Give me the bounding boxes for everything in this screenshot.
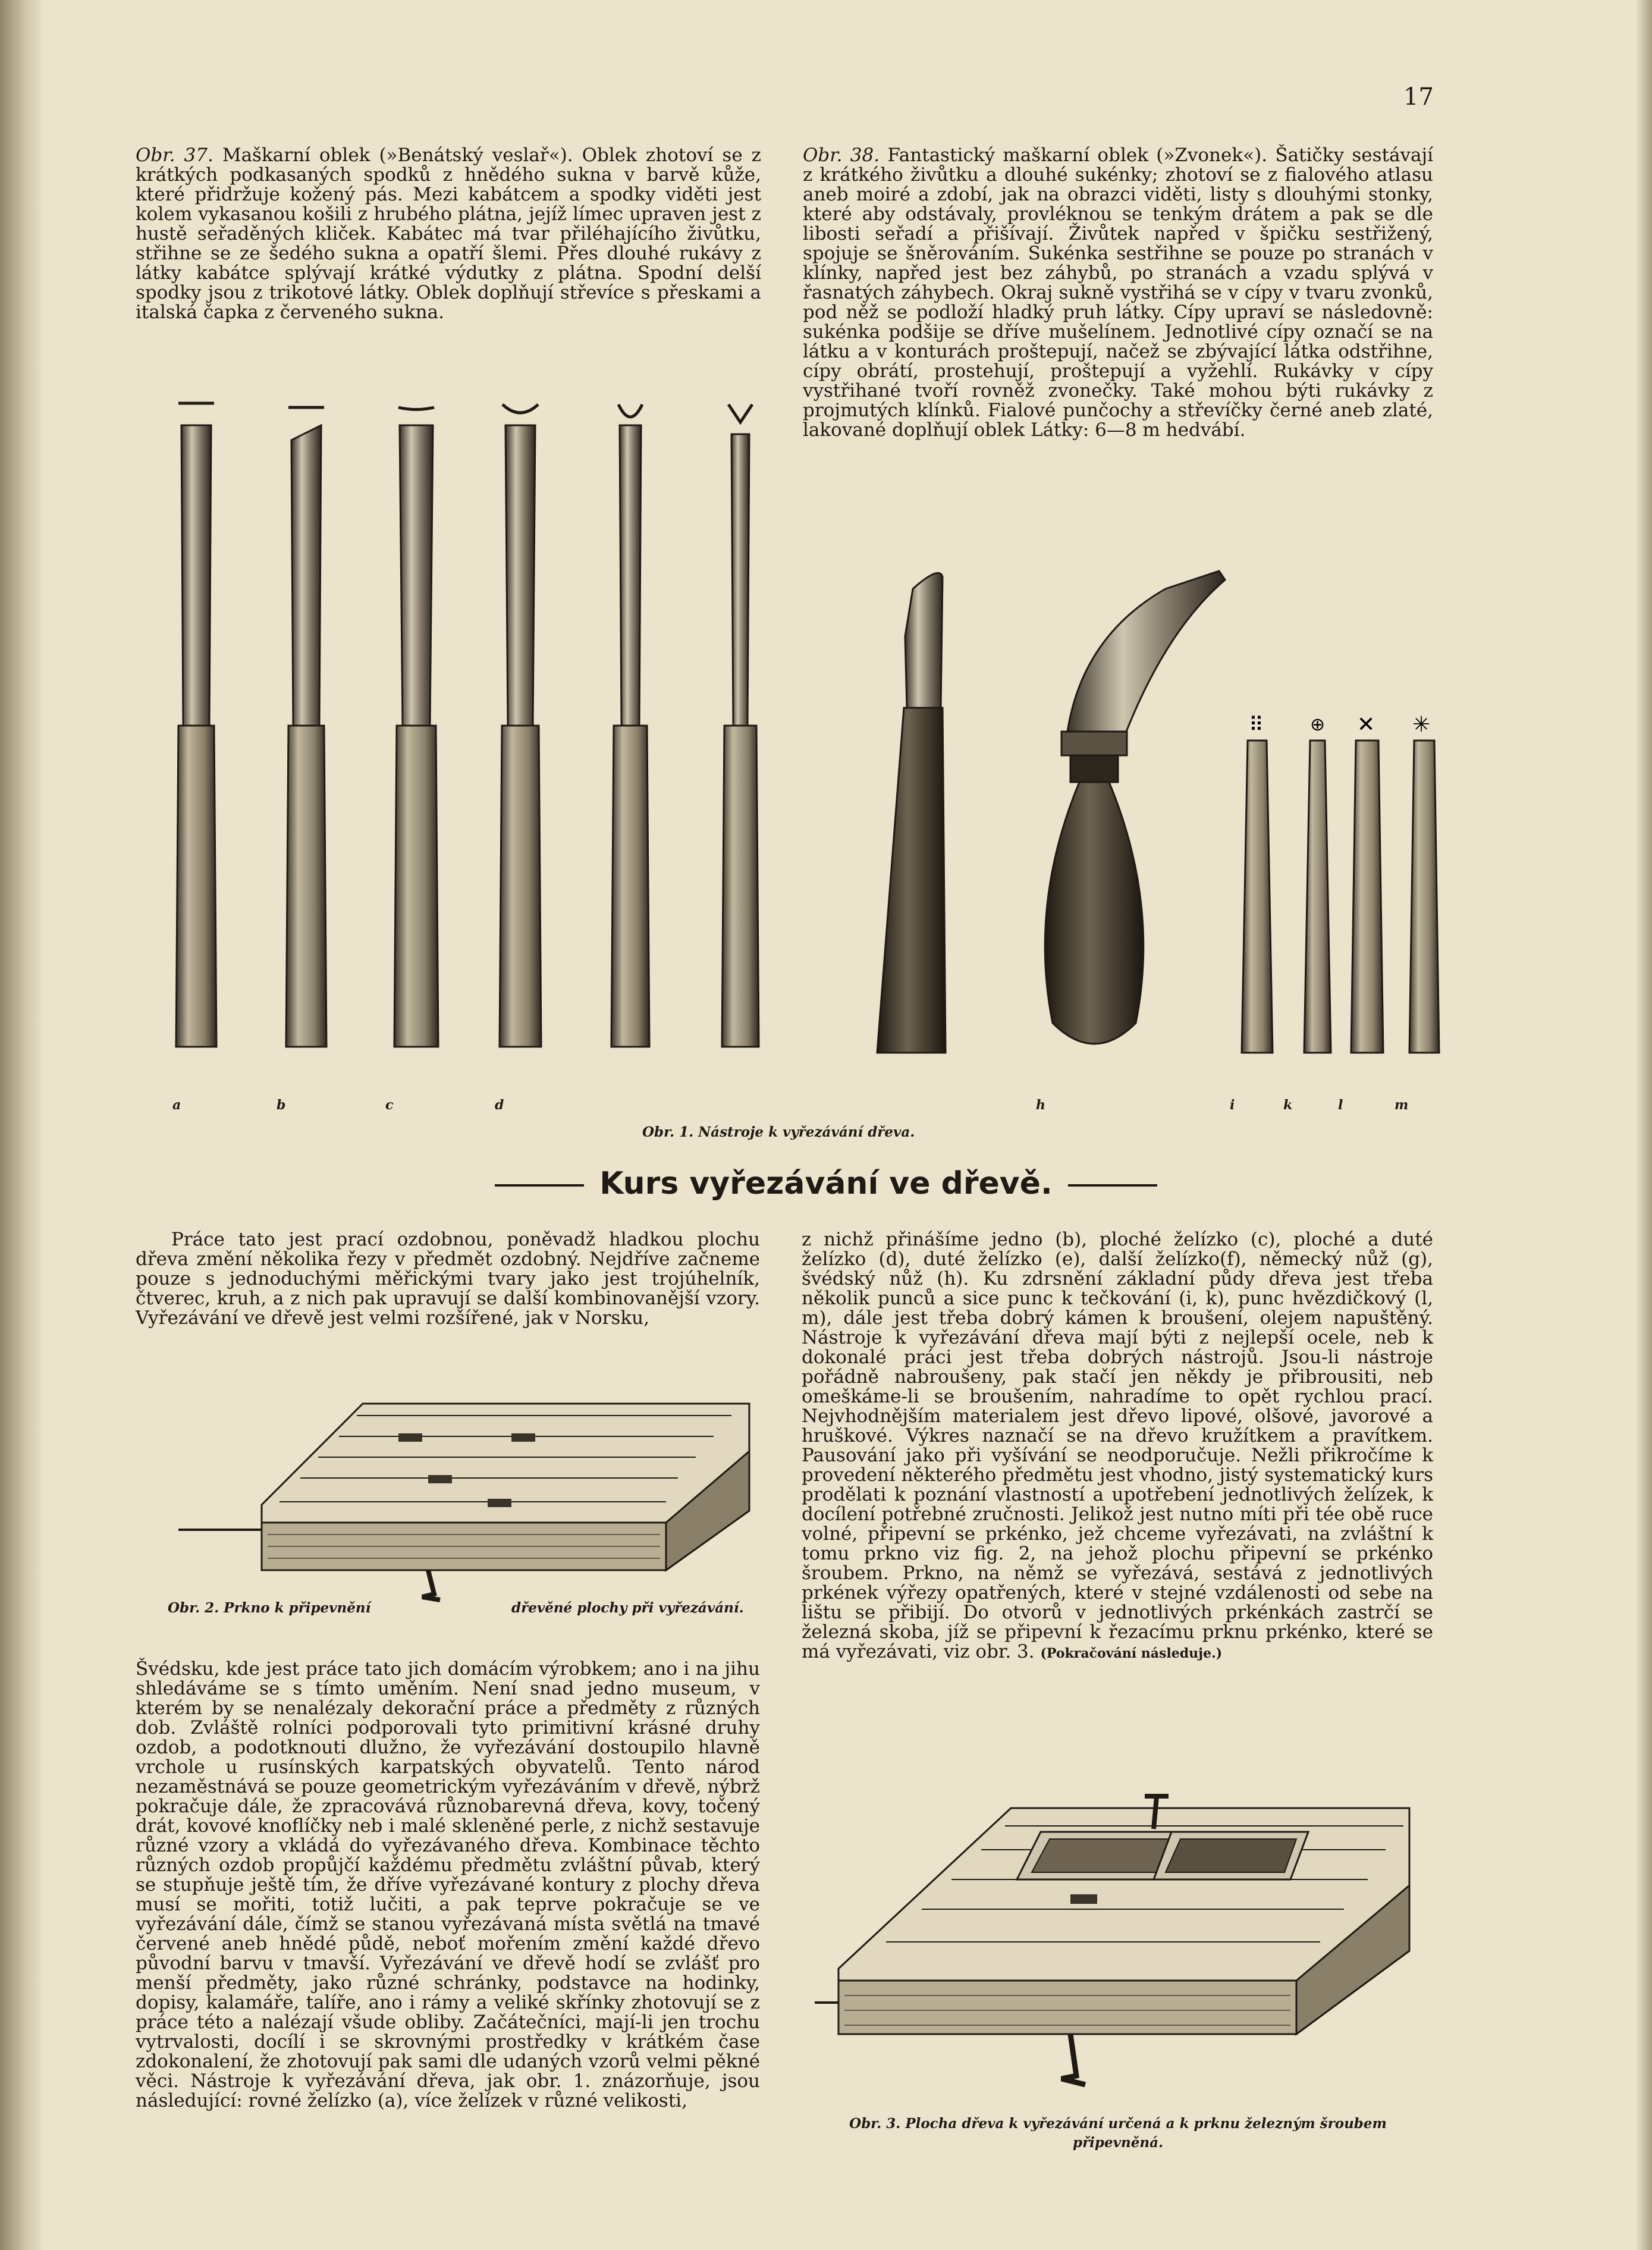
main-left-top-text: Práce tato jest prací ozdobnou, poněvadž hladkou plochu dřeva změní několika řezy v předmět ozdobný. Nejdříve začneme pouze s jednoduchými měřickými tvary jako jest trojúhelník, čtverec, kruh, a z nich pak upravují se další kombinovanější vzory. Vyřezávání ve dřevě jest velmi rozšířené, jak v Norsku, <box>136 1229 760 1329</box>
tool-k-dot-punch <box>1304 714 1331 1053</box>
main-left-top <box>136 1230 760 1328</box>
main-right <box>802 1230 1433 1664</box>
heading-rule-left <box>495 1184 584 1187</box>
obr37-paragraph <box>136 146 761 322</box>
main-right-text: z nichž přinášíme jedno (b), ploché želízko (c), ploché a duté želízko (d), duté želízko (e), další želízko(f), německý nůž (g), švédský nůž (h). Ku zdrsnění základní půdy dřeva jest třeba několik punců a sice punc k tečkování (i, k), punc hvězdičkový (l, m), dále jest třeba dobrý kámen k broušení, olejem napuštěný. Nástroje k vyřezávání dřeva mají býti z nejlepší ocele, neb k dokonalé práci jest třeba dobrých nástrojů. Jsou-li nástroje pořádně nabroušeny, pak stačí jen někdy je přibrousiti, neb omeškáme-li se broušením, nahradíme to opět rychlou prací. Nejvhodnějším materialem jest dřevo lipové, olšové, javorové a hruškové. Výkres naznačí se na dřevo kružítkem a pravítkem. Pausování jako při vyšívání se neodporučuje. Nežli přikročíme k provedení některého předmětu jest vhodno, jistý systematický kurs prodělati k poznání vlastností a upotřebení jednotlivých želízek, k docílení potřebné zručnosti. Jelikož jest nutno míti při tée obě ruce volné, připevní se prkénko, jež chceme vyřezávati, na zvláštní k tomu prkno viz fig. 2, na jehož plochu připevní se prkénko šroubem. Prkno, na němž se vyřezává, sestává z jednotlivých prkének výřezy opatřených, které v stejné vzdálenosti od sebe na lištu se přibijí. Do otvorů v jednotlivých prkénkách zastrčí se železná skoba, jíž se připevní k řezacímu prknu prkénko, které se má vyřezávati, viz obr. 3. <box>802 1229 1433 1662</box>
page-number: 17 <box>1403 83 1434 111</box>
tool-g-german-knife <box>877 573 946 1053</box>
fig1-label-b: b <box>277 1097 286 1113</box>
tool-a-chisel <box>176 403 216 1047</box>
binding-edge <box>0 0 42 2250</box>
continued-note: (Pokračování následuje.) <box>1040 1646 1223 1661</box>
svg-text:✳: ✳ <box>1412 713 1431 737</box>
fig1-tools-illustration <box>155 381 1463 1071</box>
obr38-text: Fantastický maškarní oblek (»Zvonek«). Šatičky sestávají z krátkého živůtku a dlouhé sukénky; zhotoví se z fialového atlasu aneb moiré a zdobí, jak na obrazci viděti, listy s dlouhými stonky, které aby odstávaly, provléknou se tenkým drátem a pak se dle libosti seřadí a přišívají. Živůtek napřed v špičku sestřižený, spojuje se šněrováním. Sukénka sestřihne se pouze po stranách v klínky, napřed jest bez záhybů, po stranách a vzadu splývá v řasnatých záhybech. Okraj sukně vystřihá se v cípy v tvaru zvonků, pod něž se podloží hladký pruh látky. Cípy upraví se následovně: sukénka podšije se dříve mušelínem. Jednotlivé cípy označí se na látku a v konturách proštepují, načež se zbývající látka odstřihne, cípy obrátí, prostehují, proštepují a vyžehlí. Rukávky v cípy vystřihané tvoří rovněž zvonečky. Také mohou býti rukávky z projmutých klínků. Fialové punčochy a střevíčky černé aneb zlaté, lakované doplňují oblek Látky: 6—8 m hedvábí. <box>803 145 1433 441</box>
fig2-caption-right: dřevěné plochy při vyřezávání. <box>511 1600 744 1616</box>
tool-f-v-parting-tool <box>722 404 759 1047</box>
fig3-board-illustration <box>815 1772 1439 2105</box>
fig1-label-a: a <box>172 1097 181 1113</box>
fig3-carving-piece <box>1017 1832 1308 1879</box>
fig2-caption-left: Obr. 2. Prkno k připevnění <box>168 1600 371 1616</box>
main-left-bottom <box>136 1659 760 2111</box>
fig1-label-c: c <box>385 1097 394 1113</box>
tool-i-dot-punch <box>1242 713 1273 1053</box>
fig1-label-l: l <box>1338 1097 1343 1113</box>
tool-h-swedish-knife <box>1045 571 1225 1044</box>
svg-text:⊕: ⊕ <box>1310 714 1326 735</box>
fig2-board-illustration <box>178 1392 773 1606</box>
heading-rule-right <box>1068 1184 1157 1187</box>
obr37-text: Maškarní oblek (»Benátský veslař«). Oblek zhotoví se z krátkých podkasaných spodků z hnědého sukna v barvě kůže, které přidržuje kožený pás. Mezi kabátcem a spodky viděti jest kolem vykasanou košili z hrubého plátna, jejíž límec upraven jest z hustě seřaděných kliček. Kabátec má tvar přiléhajícího živůtku, střihne se ze šedého sukna a opatří šlemi. Přes dlouhé rukávy z látky kabátce splývají krátké výdutky z plátna. Spodní delší spodky jsou z trikotové látky. Oblek doplňují střevíce s přeskami a italská čapka z červeného sukna. <box>136 145 762 323</box>
tool-e-deep-gouge <box>611 404 649 1047</box>
fig1-caption: Obr. 1. Nástroje k vyřezávání dřeva. <box>642 1124 915 1140</box>
article-heading <box>0 1166 1652 1201</box>
fig1-label-m: m <box>1395 1097 1409 1113</box>
tool-d-gouge <box>500 404 541 1047</box>
obr37-label: Obr. 37. <box>136 145 213 166</box>
tool-c-flat-gouge <box>394 407 438 1047</box>
svg-text:⠿: ⠿ <box>1249 713 1264 737</box>
tool-m-star-punch <box>1409 713 1439 1053</box>
fig1-label-i: i <box>1230 1097 1235 1113</box>
tool-l-star-punch <box>1351 713 1383 1053</box>
svg-text:✕: ✕ <box>1357 713 1375 737</box>
fig3-caption: Obr. 3. Plocha dřeva k vyřezávání určená a k prknu železným šroubem připevněná. <box>849 2116 1387 2151</box>
obr38-label: Obr. 38. <box>803 145 880 166</box>
main-left-bottom-text: Švédsku, kde jest práce tato jich domácím výrobkem; ano i na jihu shledáváme se s tímto uměním. Není snad jedno museum, v kterém by se nenalézaly dekorační práce a předměty z různých dob. Zvláště rolníci podporovali tyto primitivní krásné druhy ozdob, a podotknouti dlužno, že vyřezávání dostoupilo hlavně vrchole u rusínských karpatských obyvatelů. Tento národ nezaměstnává se pouze geometrickým vyřezáváním v dřevě, nýbrž pokračuje dále, že zpracovává různobarevná dřeva, kovy, točený drát, kovové knoflíčky neb i malé skleněné perle, z nichž sestavuje různé vzory a vkládá do vyřezávaného dřeva. Kombinace těchto různých ozdob propůjčí každému předmětu zvláštní půvab, který se stupňuje ještě tím, že dříve vyřezávané kontury z plochy dřeva musí se mořiti, totiž lučiti, a pak teprve pokračuje se ve vyřezávání dále, čímž se stanou vyřezávaná místa světlá na tmavé červené aneb hnědé půdě, neboť mořením změní každé dřevo původní barvu v tmavší. Vyřezávání ve dřevě hodí se zvlášť pro menší předměty, jako různé schránky, podstavce na hodinky, dopisy, kalamáře, talíře, ano i rámy a veliké skřínky zhotovují se z práce této a nalézají všude obliby. Začátečníci, mají-li jen trochu vytrvalosti, docílí i se skrovnými prostředky v krátkém čase zdokonalení, že zhotovují pak sami dle udaných vzorů velmi pěkné věci. Nástroje k vyřezávání dřeva, jak obr. 1. znázorňuje, jsou následující: rovné želízko (a), více želízek v různé velikosti, <box>136 1658 760 2111</box>
page-edge <box>1637 0 1652 2250</box>
fig1-label-d: d <box>495 1097 504 1113</box>
heading-text: Kurs vyřezávání ve dřevě. <box>599 1166 1053 1201</box>
fig1-label-h: h <box>1036 1097 1045 1113</box>
tool-b-skew-chisel <box>286 407 326 1047</box>
fig1-label-k: k <box>1283 1097 1293 1113</box>
